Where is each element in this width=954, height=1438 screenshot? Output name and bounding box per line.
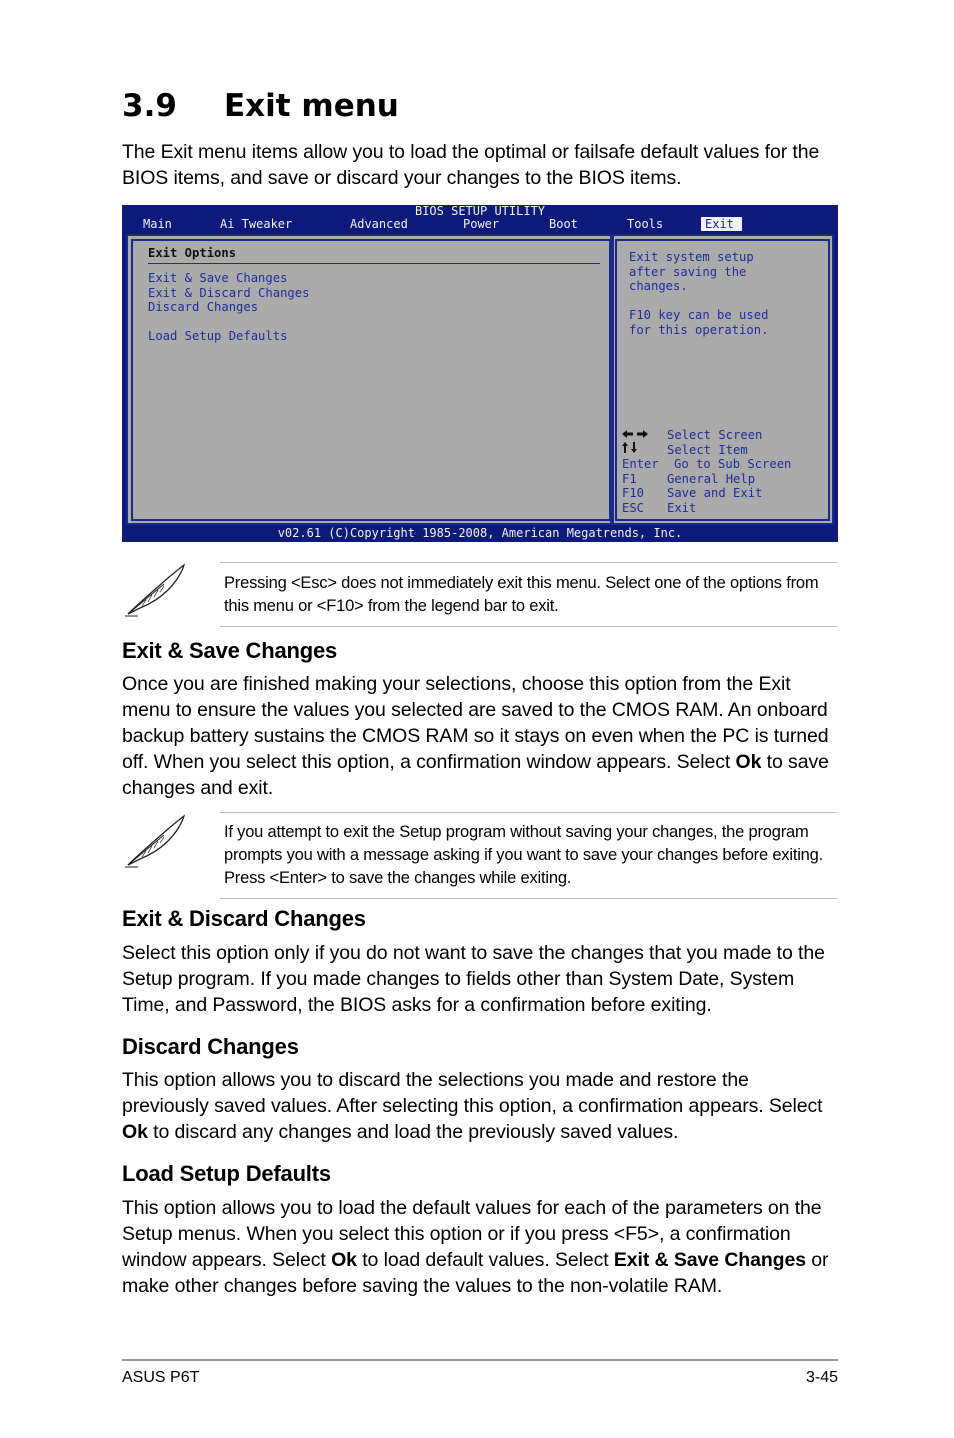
- quill-note-icon: [124, 813, 186, 869]
- bios-legend-label: General Help: [667, 471, 756, 486]
- bios-menu-advanced[interactable]: Advanced: [350, 217, 408, 231]
- heading-exit-save: Exit & Save Changes: [122, 638, 338, 663]
- bios-legend-key: ESC: [622, 500, 645, 515]
- paragraph-discard: This option allows you to discard the selections you made and restore the previously saved values. After selecting this option, a confirmation appears. Select Ok to discard any changes and load the previously saved values.: [122, 1069, 823, 1143]
- section-title: [122, 88, 399, 124]
- up-down-arrows-icon: [622, 442, 638, 454]
- footer-product: ASUS P6T: [122, 1369, 200, 1386]
- bios-option-discard[interactable]: Discard Changes: [148, 300, 259, 314]
- bios-header-rule: [148, 263, 600, 264]
- bios-screenshot: [122, 205, 838, 542]
- bios-legend-label: Go to Sub Screen: [674, 457, 792, 471]
- bios-menu-exit[interactable]: Exit: [701, 217, 742, 231]
- heading-discard: Discard Changes: [122, 1034, 299, 1059]
- bios-menu-tools[interactable]: Tools: [627, 217, 664, 231]
- paragraph-exit-save: Once you are finished making your selections, choose this option from the Exit menu to ensure the values you selected are saved to the CMOS RAM. An onboard backup battery sustains the CMOS RAM so it stays on even when the PC is turned off. When you select this option, a confirmation window appears. Select Ok to save changes and exit.: [122, 673, 829, 799]
- bios-menu-main[interactable]: Main: [143, 217, 172, 231]
- bios-help-line: changes.: [629, 279, 688, 293]
- bios-option-exit-save[interactable]: Exit & Save Changes: [148, 271, 288, 285]
- bios-legend-key: Enter: [622, 457, 659, 471]
- bios-menu-power[interactable]: Power: [463, 217, 500, 231]
- bios-help-line: F10 key can be used: [629, 308, 769, 322]
- note-rule: [220, 812, 837, 813]
- heading-exit-discard: Exit & Discard Changes: [122, 906, 366, 931]
- bios-legend-key: F10: [622, 486, 645, 500]
- footer-page-number: 3-45: [805, 1369, 838, 1386]
- note-rule: [220, 898, 837, 899]
- bios-pane-divider: [610, 236, 614, 523]
- bold-ok: Ok: [331, 1249, 357, 1271]
- quill-note-icon: [124, 562, 186, 618]
- bios-panel: [126, 234, 834, 525]
- section-number: 3.9: [122, 88, 177, 124]
- paragraph-exit-discard: Select this option only if you do not want to save the changes that you made to the Setup program. If you made changes to fields other than System Date, System Time, and Password, the BIOS asks for a confirmation before exiting.: [122, 942, 825, 1016]
- note-esc-text: Pressing <Esc> does not immediately exit this menu. Select one of the options from this menu or <F10> from the legend bar to exit.: [224, 574, 819, 615]
- section-title-text: Exit menu: [224, 88, 399, 124]
- bios-legend-select-screen: Select Screen: [667, 428, 763, 442]
- bios-options-header: Exit Options: [148, 246, 237, 260]
- bios-help-line: for this operation.: [629, 322, 769, 337]
- bios-option-exit-discard[interactable]: Exit & Discard Changes: [148, 285, 310, 300]
- bios-menu-boot[interactable]: Boot: [549, 217, 578, 231]
- bios-help-line: Exit system setup: [629, 250, 754, 264]
- intro-paragraph: The Exit menu items allow you to load the optimal or failsafe default values for the BIOS items, and save or discard your changes to the BIOS items.: [122, 141, 820, 189]
- bios-title: BIOS SETUP UTILITY: [414, 204, 546, 218]
- bold-ok: Ok: [122, 1121, 148, 1143]
- bios-copyright: v02.61 (C)Copyright 1985-2008, American Megatrends, Inc.: [277, 526, 683, 540]
- paragraph-load-defaults: This option allows you to load the default values for each of the parameters on the Setup menus. When you select this option or if you press <F5>, a confirmation window appears. Select Ok to load default values. Select Exit & Save Changes or make other changes before saving the values to the non-volatile RAM.: [122, 1197, 829, 1297]
- bios-option-load-defaults[interactable]: Load Setup Defaults: [148, 329, 288, 343]
- left-right-arrows-icon: [621, 430, 649, 440]
- bios-legend-label: Exit: [667, 500, 697, 515]
- bios-legend-label: Save and Exit: [667, 486, 763, 500]
- heading-load-defaults: Load Setup Defaults: [122, 1161, 331, 1186]
- note-rule: [220, 562, 837, 563]
- bios-help-line: after saving the: [629, 264, 747, 279]
- bold-ok: Ok: [735, 751, 762, 773]
- note-unsaved-text: If you attempt to exit the Setup program without saving your changes, the program prompts you with a message asking if you want to save your changes before exiting. Press <Enter> to save the changes while exiting.: [224, 823, 824, 887]
- bios-menu-ai-tweaker[interactable]: Ai Tweaker: [220, 217, 293, 231]
- bios-legend-select-item: Select Item: [667, 442, 748, 457]
- bold-exit-save: Exit & Save Changes: [613, 1249, 806, 1271]
- note-rule: [220, 626, 837, 627]
- footer-rule: [122, 1359, 838, 1361]
- bios-legend-key: F1: [622, 471, 637, 486]
